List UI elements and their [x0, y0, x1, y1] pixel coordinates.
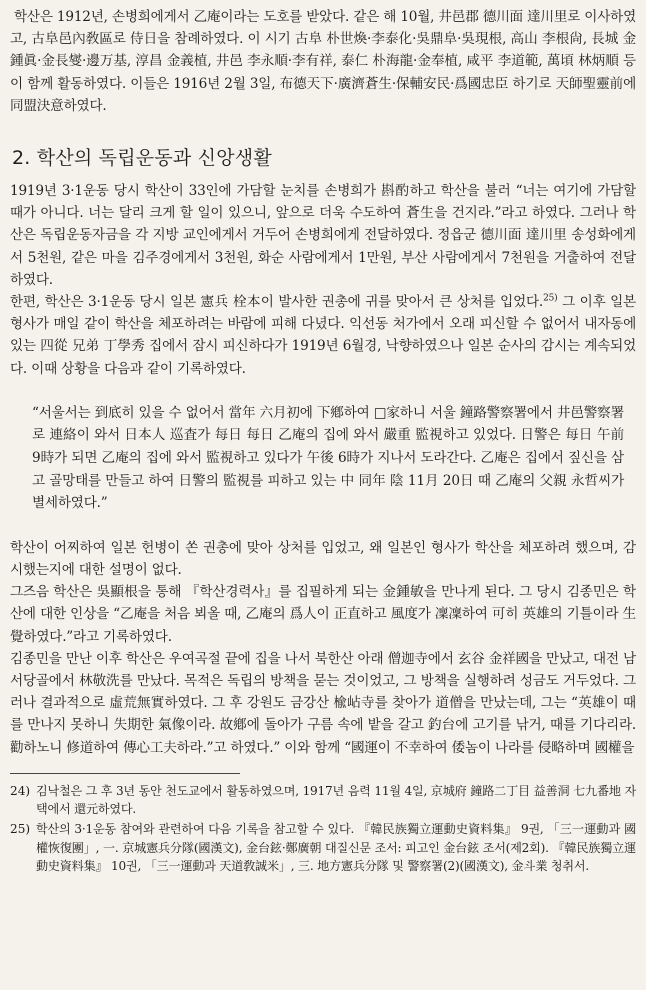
top-paragraph: 학산은 1912년, 손병희에게서 乙庵이라는 도호를 받았다. 같은 해 10월, 井邑郡 德川面 達川里로 이사하였고, 古阜邑內敎區로 侍日을 참례하였다. 이 시기 古阜 朴世煥·李泰化·吳鼎阜·吳現根, 高山 李根尙, 長城 金鍾眞·金長燮·邊万基, 淳昌 金義植, 井邑 李永順·李有祥, 泰仁 朴海龍·金奉植, 咸平 李道範, 萬頃 林炳順 등이 함께 활동하였다. 이들은 1916년 2월 3일, 布德天下·廣濟蒼生·保輔安民·爲國忠臣 하기로 天師聖靈前에 同盟決意하였다. — [10, 9, 636, 114]
paragraph-3: 학산이 어찌하여 일본 헌병이 쏜 권총에 맞아 상처를 입었고, 왜 일본인 형사가 학산을 체포하려 했으며, 감시했는지에 대한 설명이 없다. — [10, 539, 636, 579]
paragraph-2-text: 한편, 학산은 3·1운동 당시 일본 憲兵 栓本이 발사한 권총에 귀를 맞아서 큰 상처를 입었다. — [10, 294, 544, 311]
footnotes — [10, 782, 636, 876]
footnote-25 — [10, 820, 636, 876]
section-heading: 2. 학산의 독립운동과 신앙생활 — [12, 147, 272, 170]
paragraph-2 — [10, 291, 636, 380]
footnote-24 — [10, 782, 636, 819]
paragraph-2-rest: 그 이후 일본 형사가 매일 같이 학산을 체포하려는 바람에 피해 다녔다. 익선동 처가에서 오래 피신할 수 없어서 내자동에 있는 四從 兄弟 丁學秀 집에서 잠시 피신하다가 1919년 6월경, 낙향하였으나 일본 순사의 감시는 계속되었다. 이때 상황을 다음과 같이 기록하였다. — [10, 294, 636, 377]
footnote-number: 24) — [10, 783, 31, 798]
paragraph-1: 1919년 3·1운동 당시 학산이 33인에 가담할 눈치를 손병희가 斟酌하고 학산을 불러 “너는 여기에 가담할 때가 아니다. 너는 달리 크게 할 일이 있으니, 앞으로 더욱 수도하여 蒼生을 건지라.”라고 하였다. 그러나 학산은 독립운동자금을 각 지방 교인에게서 거두어 손병희에게 전달하였다. 정읍군 德川面 達川里 송성화에게서 5천원, 같은 마을 김주경에게서 3천원, 화순 사람에게서 1만원, 부산 사람에게서 7천원을 거출하여 전달하였다. — [10, 183, 636, 288]
footnote-number: 25) — [10, 822, 31, 837]
paragraph-4: 그즈음 학산은 吳顯根을 통해 『학산경력사』를 집필하게 되는 金鍾敏을 만나게 된다. 그 당시 김종민은 학산에 대한 인상을 “乙庵을 처음 뵈올 때, 乙庵의 爲人이 正直하고 風度가 凜凜하여 可히 英雄의 기틀이라 生覺하였다.”라고 기록하였다. — [10, 584, 636, 645]
footnote-text: 김낙철은 그 후 3년 동안 천도교에서 활동하였으며, 1917년 음력 11월 4일, 京城府 鐘路二丁目 益善洞 七九番地 자택에서 還元하였다. — [36, 783, 636, 817]
footnote-divider — [10, 773, 240, 774]
block-quote: “서울서는 到底히 있을 수 없어서 當年 六月初에 下鄕하여 □家하니 서울 鐘路警察署에서 井邑警察署로 連絡이 와서 日本人 巡査가 每日 每日 乙庵의 집에 와서 嚴重 監視하고 있었다. 日警은 每日 午前 9時가 되면 乙庵의 집에 와서 監視하고 있다가 午後 6時가 지나서 도라간다. 乙庵은 집에서 짚신을 삼고 골망태를 만들고 하여 日警의 監視를 피하고 있는 中 同年 陰 11月 20日 때 乙庵의 父親 永哲씨가 별세하였다.” — [32, 404, 624, 512]
paragraph-5: 김종민을 만난 이후 학산은 우여곡절 끝에 집을 나서 북한산 아래 僧迦寺에서 玄谷 金祥國을 만났고, 대전 남서당골에서 林敬洗를 만났다. 목적은 독립의 방책을 묻는 것이었고, 그 방책을 실행하려 성금도 거두었다. 그러나 결과적으로 虛荒無實하였다. 그 후 강원도 금강산 楡岾寺를 찾아가 道僧을 만났는데, 그는 “英雄이 때를 만나지 못하니 失期한 氣像이라. 故鄕에 돌아가 구름 속에 밭을 갈고 釣台에 고기를 낚거, 때를 기다리라. 勸하노니 修道하여 傳心工夫하라.”고 하였다.” 이와 함께 “國運이 不幸하여 倭놈이 나라를 侵略하며 國權을 — [10, 650, 636, 756]
footnote-ref-25[interactable]: 25) — [543, 293, 558, 304]
footnote-text: 학산의 3·1운동 참여와 관련하여 다음 기록을 참고할 수 있다. 『韓民族獨立運動史資料集』 9권, 「三一運動과 國權恢復團」, 一. 京城憲兵分隊(國漢文), 金台鉉·鄭廣朝 대질신문 조서: 피고인 金台鉉 조서(제2회). 『韓民族獨立運動史資料集』 10권, 「三一運動과 天道敎誠米」, 三. 地方憲兵分隊 및 警察署(2)(國漢文), 金斗業 청취서. — [36, 822, 636, 874]
